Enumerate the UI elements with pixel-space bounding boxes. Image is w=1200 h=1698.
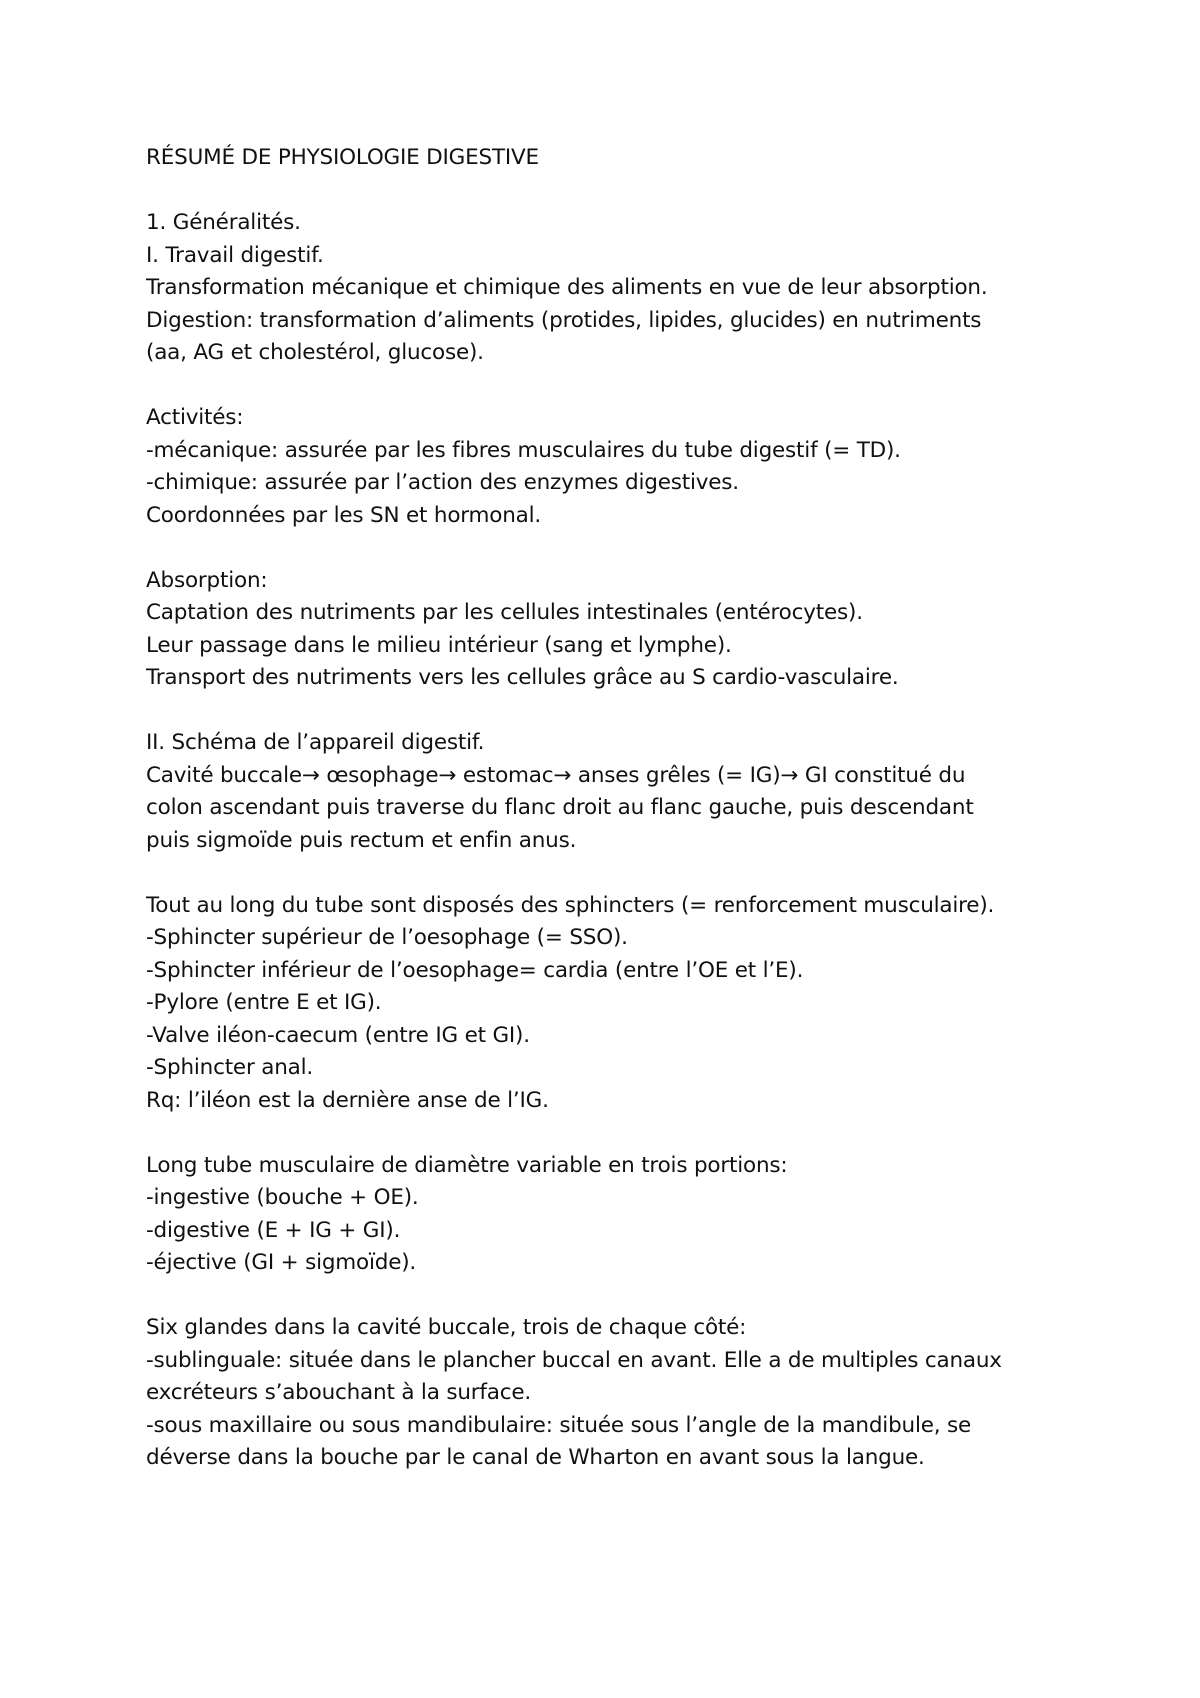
- spacer: [146, 857, 1156, 890]
- absorption-heading: Absorption:: [146, 567, 268, 593]
- subsection-heading-travail-digestif: I. Travail digestif.: [146, 242, 324, 268]
- list-item: -chimique: assurée par l’action des enzymes digestives.: [146, 470, 739, 495]
- paragraph-line: excréteurs s’abouchant à la surface.: [146, 1380, 532, 1405]
- document-page: [146, 142, 1156, 1475]
- paragraph-line: puis sigmoïde puis rectum et enfin anus.: [146, 827, 577, 853]
- activites-heading: Activités:: [146, 405, 244, 430]
- list-item: -ingestive (bouche + OE).: [146, 1185, 419, 1210]
- spacer: [146, 370, 1156, 403]
- list-item: -sublinguale: située dans le plancher buccal en avant. Elle a de multiples canaux: [146, 1347, 1002, 1373]
- spacer: [146, 175, 1156, 208]
- list-item: -Pylore (entre E et IG).: [146, 990, 382, 1015]
- paragraph-line: Leur passage dans le milieu intérieur (sang et lymphe).: [146, 632, 732, 658]
- paragraph-line: Tout au long du tube sont disposés des sphincters (= renforcement musculaire).: [146, 892, 995, 918]
- list-item: -éjective (GI + sigmoïde).: [146, 1250, 417, 1275]
- section-heading-generalites: 1. Généralités.: [146, 210, 301, 235]
- list-item: -sous maxillaire ou sous mandibulaire: située sous l’angle de la mandibule, se: [146, 1412, 972, 1438]
- paragraph-line: Long tube musculaire de diamètre variable en trois portions:: [146, 1152, 788, 1178]
- spacer: [146, 695, 1156, 728]
- paragraph-line: Six glandes dans la cavité buccale, trois de chaque côté:: [146, 1315, 747, 1340]
- list-item: -Sphincter anal.: [146, 1055, 314, 1080]
- list-item: -Sphincter inférieur de l’oesophage= cardia (entre l’OE et l’E).: [146, 957, 804, 983]
- paragraph-line: Transformation mécanique et chimique des aliments en vue de leur absorption.: [146, 275, 988, 300]
- paragraph-line: Transport des nutriments vers les cellules grâce au S cardio-vasculaire.: [146, 665, 899, 690]
- subsection-heading-schema: II. Schéma de l’appareil digestif.: [146, 730, 485, 755]
- paragraph-line: Captation des nutriments par les cellules intestinales (entérocytes).: [146, 600, 863, 625]
- remark-line: Rq: l’iléon est la dernière anse de l’IG.: [146, 1087, 549, 1113]
- document-title: RÉSUMÉ DE PHYSIOLOGIE DIGESTIVE: [146, 145, 539, 170]
- list-item: -mécanique: assurée par les fibres musculaires du tube digestif (= TD).: [146, 437, 901, 463]
- spacer: [146, 1117, 1156, 1150]
- spacer: [146, 1280, 1156, 1313]
- list-item: -Sphincter supérieur de l’oesophage (= SSO).: [146, 925, 628, 950]
- paragraph-line: Coordonnées par les SN et hormonal.: [146, 502, 542, 528]
- paragraph-line: Cavité buccale→ œsophage→ estomac→ anses grêles (= IG)→ GI constitué du: [146, 762, 966, 788]
- paragraph-line: Digestion: transformation d’aliments (protides, lipides, glucides) en nutriments: [146, 307, 982, 333]
- paragraph-line: déverse dans la bouche par le canal de Wharton en avant sous la langue.: [146, 1445, 925, 1470]
- paragraph-line: colon ascendant puis traverse du flanc droit au flanc gauche, puis descendant: [146, 795, 974, 820]
- list-item: -digestive (E + IG + GI).: [146, 1217, 401, 1243]
- list-item: -Valve iléon-caecum (entre IG et GI).: [146, 1022, 530, 1048]
- spacer: [146, 532, 1156, 565]
- paragraph-line: (aa, AG et cholestérol, glucose).: [146, 340, 484, 365]
